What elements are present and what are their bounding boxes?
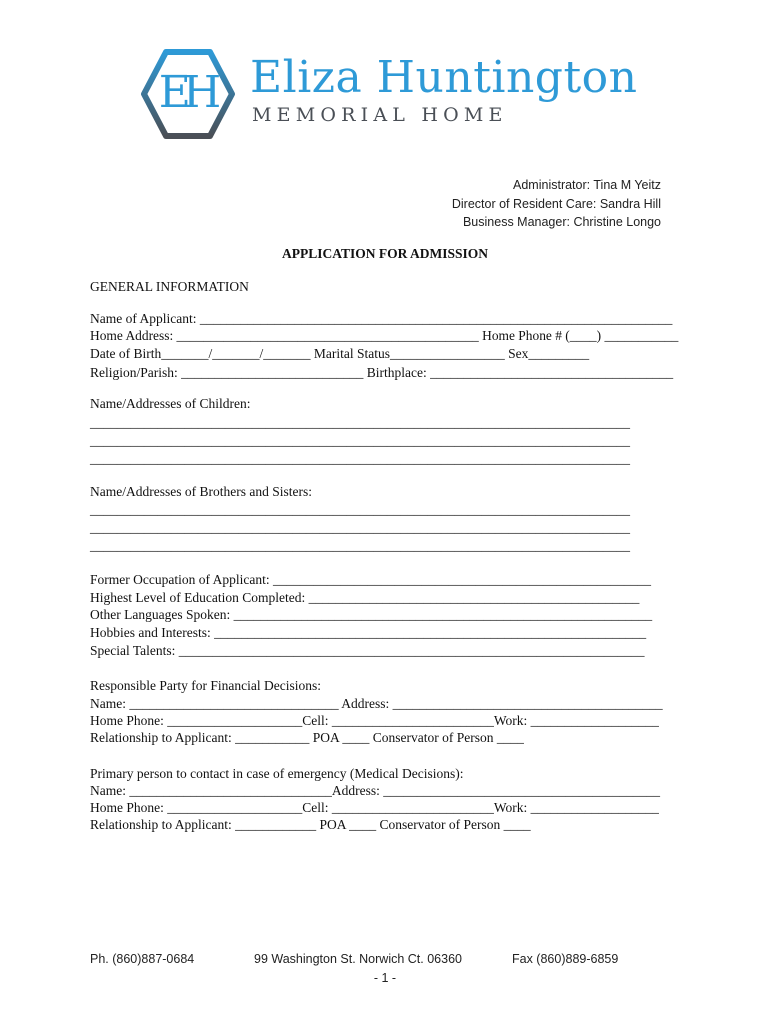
administrator-line: Administrator: Tina M Yeitz	[513, 178, 661, 192]
religion-field[interactable]: Religion/Parish: ___________________________ Birthplace: ____________________________________	[90, 365, 674, 380]
footer-fax: Fax (860)889-6859	[512, 952, 619, 966]
page-number: - 1 -	[373, 971, 397, 985]
siblings-heading: Name/Addresses of Brothers and Sisters:	[90, 484, 312, 499]
children-line[interactable]: ________________________________________________________________________________	[90, 433, 630, 448]
applicant-name-field[interactable]: Name of Applicant: ______________________________________________________________________	[90, 311, 673, 326]
footer-phone: Ph. (860)887-0684	[90, 952, 195, 966]
siblings-line[interactable]: ________________________________________________________________________________	[90, 520, 630, 535]
logo-monogram: EH	[158, 67, 214, 118]
date-of-birth-field[interactable]: Date of Birth_______/_______/_______ Marital Status_________________ Sex_________	[90, 346, 590, 361]
business-manager-line: Business Manager: Christine Longo	[462, 215, 661, 229]
form-title: APPLICATION FOR ADMISSION	[281, 246, 489, 261]
children-line[interactable]: ________________________________________________________________________________	[90, 415, 630, 430]
admin-block	[452, 176, 661, 232]
emergency-name-field[interactable]: Name: ______________________________Address: _________________________________________	[90, 783, 660, 798]
financial-name-field[interactable]: Name: _______________________________ Address: ________________________________________	[90, 696, 663, 711]
hobbies-field[interactable]: Hobbies and Interests: ________________________________________________________________	[90, 625, 647, 640]
emergency-heading: Primary person to contact in case of emergency (Medical Decisions):	[90, 766, 464, 781]
footer-address: 99 Washington St. Norwich Ct. 06360	[254, 952, 462, 966]
siblings-line[interactable]: ________________________________________________________________________________	[90, 502, 630, 517]
director-line: Director of Resident Care: Sandra Hill	[451, 196, 661, 211]
occupation-field[interactable]: Former Occupation of Applicant: ________________________________________________________	[90, 572, 651, 587]
education-field[interactable]: Highest Level of Education Completed: _________________________________________________	[90, 590, 640, 605]
siblings-line[interactable]: ________________________________________________________________________________	[90, 538, 630, 553]
home-address-field[interactable]: Home Address: _____________________________________________ Home Phone # (____) ___________	[90, 328, 679, 343]
financial-relationship-field[interactable]: Relationship to Applicant: ___________ POA ____ Conservator of Person ____	[90, 730, 524, 745]
emergency-relationship-field[interactable]: Relationship to Applicant: ____________ POA ____ Conservator of Person ____	[90, 817, 531, 832]
logo-subtitle: MEMORIAL HOME	[252, 104, 508, 126]
general-heading: GENERAL INFORMATION	[90, 279, 249, 294]
children-line[interactable]: ________________________________________________________________________________	[90, 451, 630, 466]
talents-field[interactable]: Special Talents: _____________________________________________________________________	[90, 643, 645, 658]
languages-field[interactable]: Other Languages Spoken: ______________________________________________________________	[90, 607, 653, 622]
financial-phone-field[interactable]: Home Phone: ____________________Cell: ________________________Work: ___________________	[90, 713, 659, 728]
emergency-phone-field[interactable]: Home Phone: ____________________Cell: ________________________Work: ___________________	[90, 800, 659, 815]
logo-name: Eliza Huntington	[250, 52, 638, 103]
children-heading: Name/Addresses of Children:	[90, 396, 251, 411]
logo	[140, 48, 640, 140]
financial-heading: Responsible Party for Financial Decisions:	[90, 678, 321, 693]
